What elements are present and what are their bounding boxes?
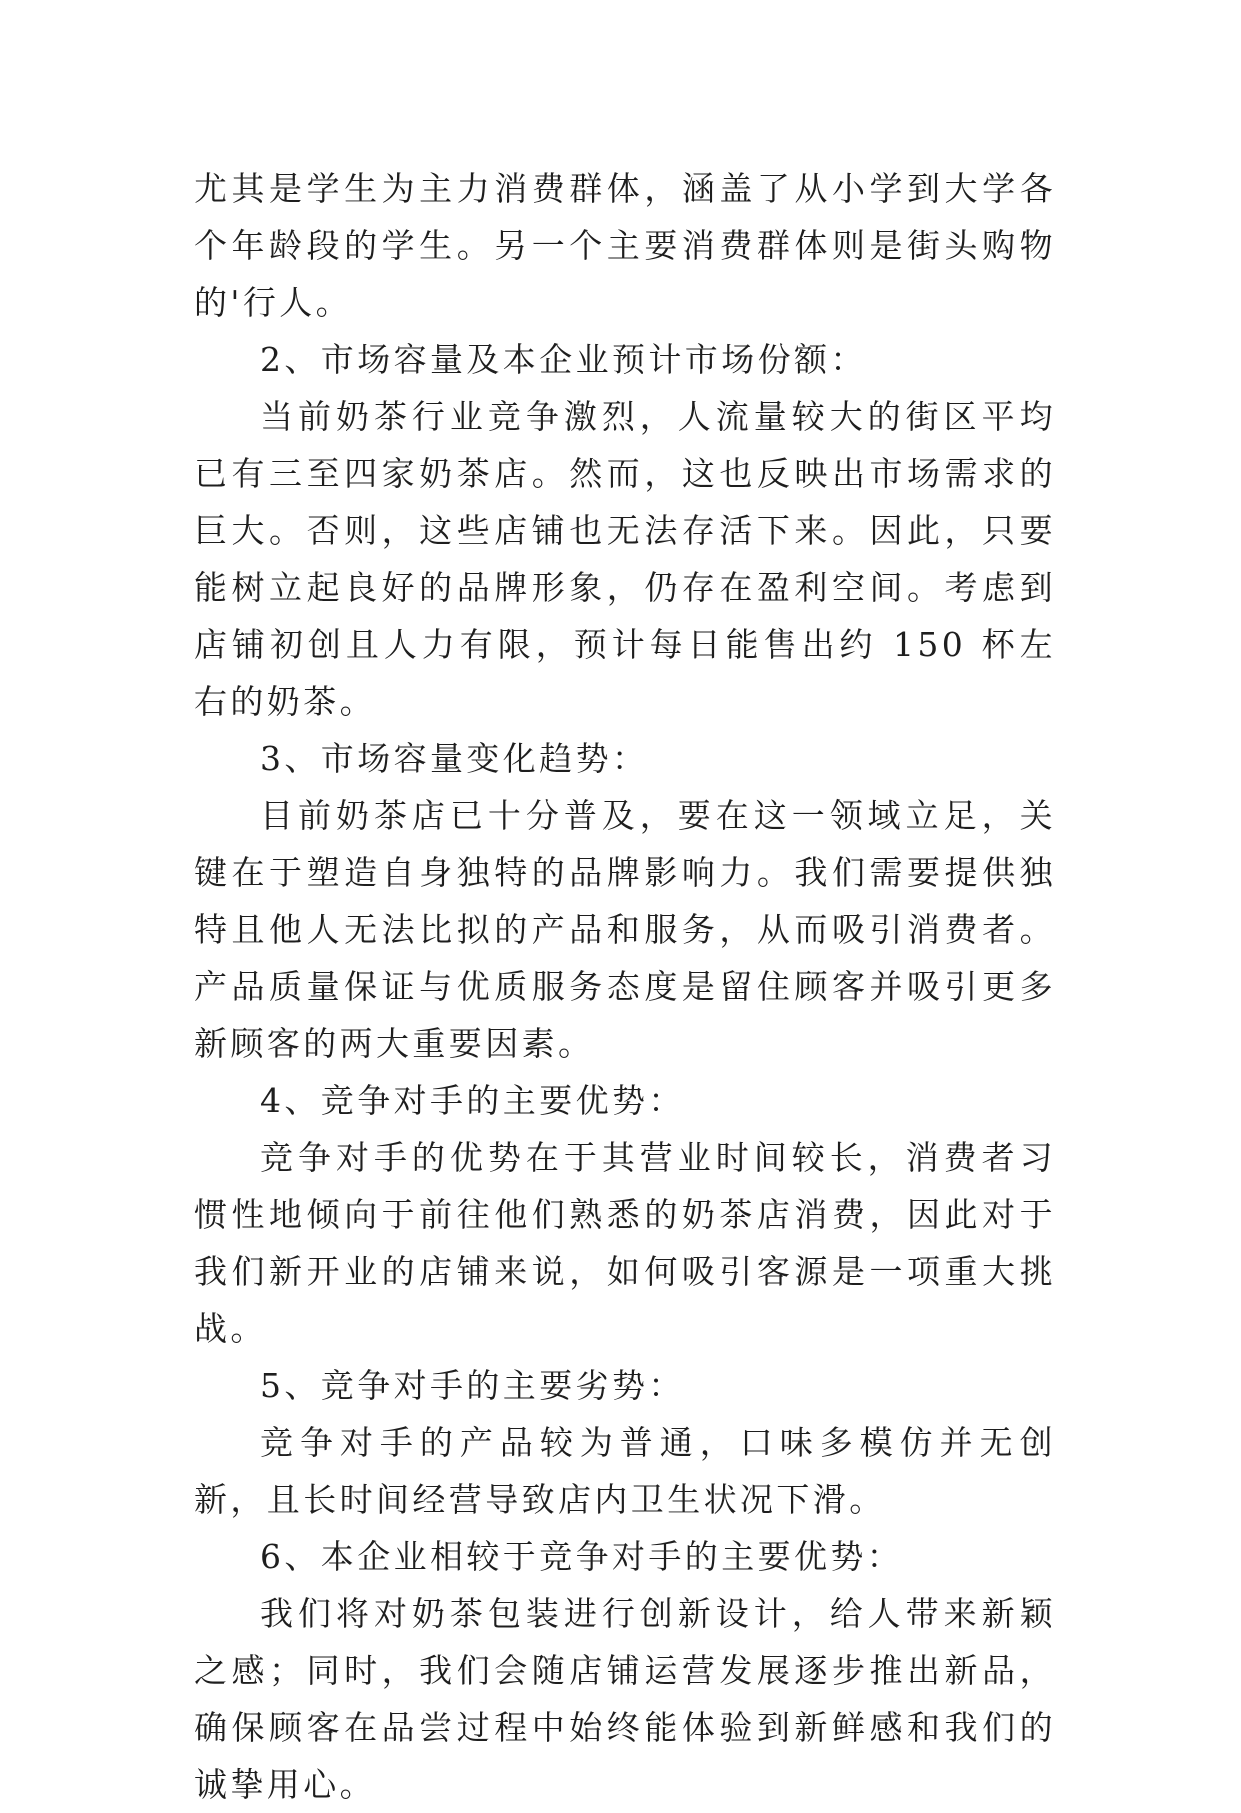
- section-heading-market-capacity: 2、市场容量及本企业预计市场份额：: [260, 340, 867, 379]
- body-paragraph-competitor-strengths: 竞争对手的优势在于其营业时间较长，消费者习惯性地倾向于前往他们熟悉的奶茶店消费，因此对于我们新开业的店铺来说，如何吸引客源是一项重大挑战。: [194, 1138, 1056, 1348]
- body-paragraph-competitor-weaknesses: 竞争对手的产品较为普通，口味多模仿并无创新，且长时间经营导致店内卫生状况下滑。: [194, 1423, 1056, 1519]
- section-heading-competitor-strengths: 4、竞争对手的主要优势：: [260, 1081, 685, 1120]
- body-paragraph-continued: 尤其是学生为主力消费群体，涵盖了从小学到大学各个年龄段的学生。另一个主要消费群体则是街头购物的'行人。: [194, 169, 1056, 322]
- section-heading-competitor-weaknesses: 5、竞争对手的主要劣势：: [260, 1366, 685, 1405]
- body-paragraph-capacity-trend: 目前奶茶店已十分普及，要在这一领域立足，关键在于塑造自身独特的品牌影响力。我们需要提供独特且他人无法比拟的产品和服务，从而吸引消费者。产品质量保证与优质服务态度是留住顾客并吸引更多新顾客的两大重要因素。: [194, 796, 1056, 1063]
- section-heading-our-advantages: 6、本企业相较于竞争对手的主要优势：: [260, 1537, 904, 1576]
- body-paragraph-market-capacity: 当前奶茶行业竞争激烈，人流量较大的街区平均已有三至四家奶茶店。然而，这也反映出市场需求的巨大。否则，这些店铺也无法存活下来。因此，只要能树立起良好的品牌形象，仍存在盈利空间。考虑到店铺初创且人力有限，预计每日能售出约 150 杯左右的奶茶。: [194, 397, 1056, 721]
- section-heading-capacity-trend: 3、市场容量变化趋势：: [260, 739, 649, 778]
- document-body: [194, 160, 1056, 1813]
- body-paragraph-our-advantages: 我们将对奶茶包装进行创新设计，给人带来新颖之感；同时，我们会随店铺运营发展逐步推出新品，确保顾客在品尝过程中始终能体验到新鲜感和我们的诚挚用心。: [194, 1594, 1056, 1804]
